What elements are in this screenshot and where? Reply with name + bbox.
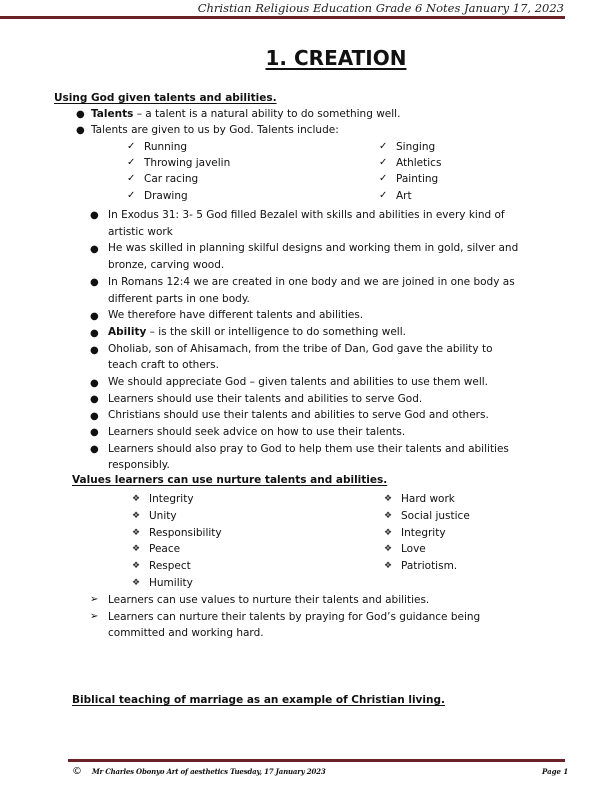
checkmark-icon: ✓ [127,141,136,152]
value-item: Humility [149,577,193,589]
arrow-bullet-icon: ➢ [90,611,99,622]
talent-item: Painting [396,173,439,185]
value-item: Social justice [401,510,470,522]
list-item-talents-def [91,106,400,122]
diamond-bullet-icon: ❖ [132,528,141,538]
page-title-container [0,46,612,70]
diamond-bullet-icon: ❖ [132,578,141,588]
list-item-oholiab: Oholiab, son of Ahisamach, from the tribe of Dan, God gave the ability to [108,343,493,355]
value-point: Learners can use values to nurture their talents and abilities. [108,594,430,606]
footer-author: Mr Charles Obonyo Art of aesthetics Tuesday, 17 January 2023 [92,767,326,776]
list-item-romans: In Romans 12:4 we are created in one body and we are joined in one body as [108,276,515,288]
bullet-icon: ● [90,345,99,356]
bullet-icon: ● [90,427,99,438]
list-item-advice: Learners should seek advice on how to use their talents. [108,426,406,438]
section-heading-talents: Using God given talents and abilities. [54,92,277,104]
diamond-bullet-icon: ❖ [132,544,141,554]
list-item-skilled-cont: bronze, carving wood. [108,259,225,271]
list-item-pray-cont: responsibly. [108,459,170,471]
bullet-icon: ● [76,125,85,136]
bullet-icon: ● [90,210,99,221]
talent-item: Car racing [144,173,199,185]
talent-item: Singing [396,141,436,153]
value-item: Hard work [401,493,455,505]
list-item-different: We therefore have different talents and abilities. [108,309,364,321]
diamond-bullet-icon: ❖ [384,494,393,504]
value-item: Patriotism. [401,560,458,572]
talent-item: Drawing [144,190,188,202]
bullet-icon: ● [90,328,99,339]
value-item: Peace [149,543,181,555]
diamond-bullet-icon: ❖ [132,494,141,504]
term-talents: Talents [91,108,134,120]
diamond-bullet-icon: ❖ [384,511,393,521]
value-item: Integrity [149,493,194,505]
header-rule [0,16,565,19]
list-item-appreciate: We should appreciate God – given talents and abilities to use them well. [108,376,489,388]
list-item-oholiab-cont: teach craft to others. [108,359,219,371]
diamond-bullet-icon: ❖ [132,511,141,521]
bullet-icon: ● [90,378,99,389]
bullet-icon: ● [90,311,99,322]
list-item-serve-god: Learners should use their talents and abilities to serve God. [108,393,423,405]
talents-definition: – a talent is a natural ability to do something well. [133,108,401,120]
checkmark-icon: ✓ [379,157,388,168]
section-heading-values: Values learners can use nurture talents and abilities. [72,474,388,486]
list-item-ability [108,324,406,340]
term-ability: Ability [108,326,147,338]
list-item-talents-given: Talents are given to us by God. Talents include: [91,124,339,136]
footer-rule [68,759,565,762]
bullet-icon: ● [90,394,99,405]
value-item: Respect [149,560,191,572]
talent-item: Art [396,190,412,202]
bullet-icon: ● [90,411,99,422]
checkmark-icon: ✓ [127,173,136,184]
value-point-cont: committed and working hard. [108,627,264,639]
checkmark-icon: ✓ [379,190,388,201]
section-heading-marriage: Biblical teaching of marriage as an example of Christian living. [72,694,445,706]
bullet-icon: ● [90,444,99,455]
value-item: Unity [149,510,177,522]
page-title: 1. CREATION [265,46,407,70]
diamond-bullet-icon: ❖ [384,561,393,571]
bullet-icon: ● [90,244,99,255]
list-item-skilled: He was skilled in planning skilful designs and working them in gold, silver and [108,242,519,254]
talent-item: Athletics [396,157,442,169]
checkmark-icon: ✓ [127,157,136,168]
diamond-bullet-icon: ❖ [132,561,141,571]
ability-definition: – is the skill or intelligence to do something well. [146,326,406,338]
talent-item: Running [144,141,188,153]
arrow-bullet-icon: ➢ [90,594,99,605]
list-item-christians: Christians should use their talents and abilities to serve God and others. [108,409,489,421]
checkmark-icon: ✓ [379,173,388,184]
value-item: Love [401,543,426,555]
list-item-pray: Learners should also pray to God to help them use their talents and abilities [108,443,509,455]
bullet-icon: ● [76,109,85,120]
list-item-exodus: In Exodus 31: 3- 5 God filled Bezalel with skills and abilities in every kind of [108,209,505,221]
copyright-icon: © [72,766,82,777]
diamond-bullet-icon: ❖ [384,528,393,538]
list-item-romans-cont: different parts in one body. [108,293,250,305]
checkmark-icon: ✓ [127,190,136,201]
value-item: Integrity [401,527,446,539]
page-number: Page 1 [542,767,569,776]
talent-item: Throwing javelin [144,157,231,169]
list-item-exodus-cont: artistic work [108,226,173,238]
checkmark-icon: ✓ [379,141,388,152]
running-header: Christian Religious Education Grade 6 Notes January 17, 2023 [197,1,564,15]
diamond-bullet-icon: ❖ [384,544,393,554]
value-point: Learners can nurture their talents by praying for God’s guidance being [108,611,481,623]
bullet-icon: ● [90,277,99,288]
value-item: Responsibility [149,527,222,539]
